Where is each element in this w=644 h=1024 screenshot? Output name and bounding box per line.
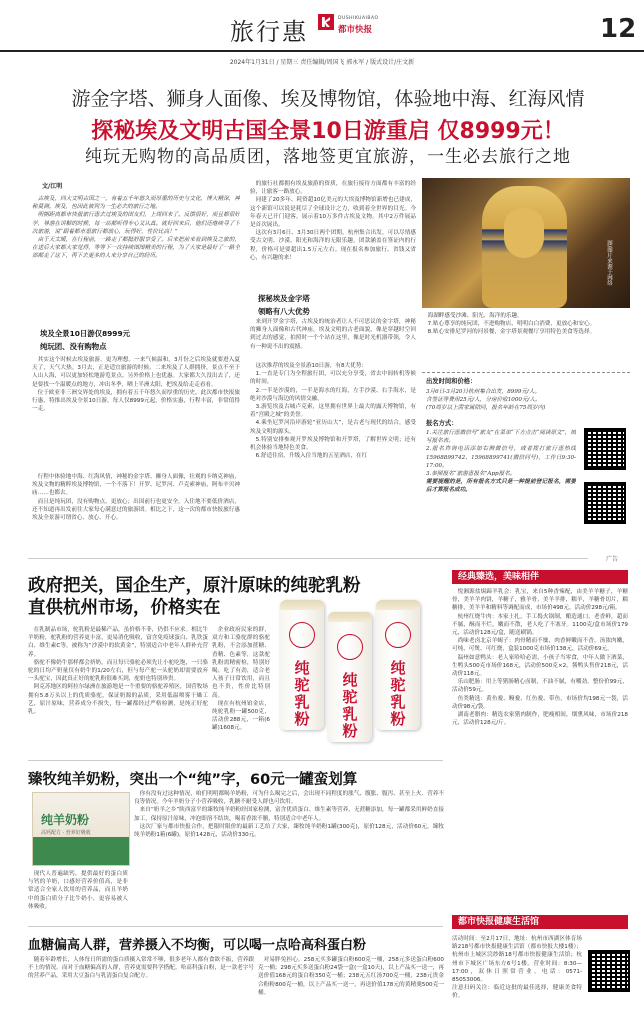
signup-line: 3.参照报名“旅游惠报名”App报名。 [426,471,516,478]
paragraph: 这次厂家与都市快报合作，把限时限价的最新工艺给了大家，臻牧纯羊奶粉1罐(300克)，原价128元，活动价60元。臻牧纯羊奶粉1箱(6罐)，原价1428元，活动价330元。 [134,823,444,839]
paragraph: 现代人普遍缺钙，提供最好的蛋白质与钙的羊奶，口感好营养价值高，是非常适合全家人饮用的营养品，而且羊奶中的蛋白质分子比牛奶小，更容易被人体吸收。 [28,871,128,910]
paragraph: 8.贴心安排尼罗河的河景餐，金字塔景观餐厅享用特色美食等选择。 [427,329,596,336]
paragraph: 6.舒适住宿，升级入住当地的五星酒店，在红 [255,453,368,460]
paragraph: 1.一直是专门为全程旅行团，可以充分享受，省去中间转机等候的时间。 [250,371,416,386]
paragraph: 来到开罗金字塔，古埃及的统治者让人不可思议的金字塔，神秘的狮身人面像和古代神庙，埃及文明的古老面貌，像是穿越时空回到过去的感觉，拍照时一个个站在这里，像是时光机器带领，令人有一种说不出的震撼。 [250,319,416,350]
dushikuaibao-logo [318,14,334,30]
box-subtitle: 高钙配方 · 营养好吸收 [41,830,91,836]
camel-milk-can [328,612,372,742]
sheep-body-left [28,870,128,922]
col1-subheads [40,328,240,352]
feature-subhead: 纯玩无购物的高品质团，落地签更宜旅游，一生必去旅行之地 [85,147,571,167]
info-line: (70周岁以上需家属陪同，报名年龄在75周岁内) [426,405,546,412]
health-notice [452,935,582,1015]
paragraph: 海湖畔感受沙滩、阳光、海洋的乐趣。 [427,313,523,319]
info-line: 含签证等费用25元/人，分房价收1000元/人。 [426,397,541,404]
sheep-headline: 臻牧纯羊奶粉，突出一个“纯”字，60元一罐蛮划算 [28,772,358,788]
box-title: 纯羊奶粉 [41,813,90,827]
camel-milk-can [376,600,420,730]
col3-text [422,312,630,360]
can-label: 纯驼乳粉 [292,660,311,728]
sheep-milk-box [32,792,130,866]
paragraph: 温州如意鸭头：老人家哈哈必需，小孩子当零食，中年人做下酒菜，生鸭头500克市场价168元，活动价500克×2。酱鸭头售价218元，活动价118元。 [452,654,628,678]
signup-line: 1.关注旅行惠微信号“旅友”在菜单“下方点击“阅读原文”，填写报名表。 [426,430,576,445]
paragraph: 位于欧亚非三洲交界处的埃及，拥有着五千年悠久而厚重的历史，此次都市快报旅行惠，特推出埃及全景10日游，每人仅8999元起，价格实惠，行程丰富，非常值得一走。 [32,389,240,413]
can-brand-icon [385,622,411,648]
paragraph: 骆驼不像奶牛那样都会挤奶，而且每只骆驼必须先让小驼吃饱，一只骆驼的日均产奶量仅有奶牛的1/20左右，但与每产驼一头驼奶却需要放弃一头驼宝，因此真正好的驼乳粉很难买到，驼奶也特别珍贵。 [28,659,208,683]
qr-code-icon[interactable] [588,950,630,992]
lead-paragraphs [32,195,240,317]
paragraph: 的旅行社都拥有埃及旅游的资质，在旅行接待方面都有丰富的经验，让旅客一路放心。 [250,181,416,196]
camel-headline-2: 直供杭州市场，价格实在 [28,598,221,618]
signup-title: 报名方式： [426,420,458,427]
logo-english: DUSHIKUAIBAO [338,16,379,21]
col2-text-a [250,180,416,276]
paragraph: 阿克苏地区的阿拉尔绿洲在旅游地是一个重要的骆驼养殖区，国营牧场拥有5.8万头以上的优质骆驼，保证奶源的品质，采用低温喷雾干燥工艺，原汁原味，营养成分不损失，每一罐都经过严格检测，是纯正好驼乳。 [28,684,208,716]
feature-headline: 探秘埃及文明古国全景10日游重启 仅8999元！ [91,119,565,144]
camel-headline-1: 政府把关，国企生产，原汁原味的纯驼乳粉 [28,576,361,596]
photo-caption: 图/图片来源于网络 [606,240,612,286]
col2-subhead-1: 探秘埃及金字塔 [258,294,310,303]
camel-body-left [28,626,208,756]
paragraph: 3.游览埃及古城卢克索，这里拥有世界上最大的露天博物馆，有着“宫殿之城”的美誉。 [250,404,416,419]
protein-headline: 血糖偏高人群，营养摄入不均衡，可以喝一点哈高科蛋白粉 [28,938,367,953]
paragraph: 7.贴心尊享的纯玩团，不进购物店，明明白白消费，更放心和安心。 [427,321,596,328]
classic-sidebar-body [452,588,628,910]
box-band [33,837,129,865]
ad-label: 广告 [606,556,619,563]
tutankhamun-mask-photo [422,178,630,308]
classic-sidebar-title: 经典臻选，美味相伴 [452,570,628,584]
ad-divider [28,760,443,761]
ad-divider [28,558,588,559]
paragraph: 随着年龄增长，人体每日所需的蛋白质摄入常常不够，很多老年人都有食欲不振，营养跟不上的情况。而对于血糖偏高的人群，营养更需要科学搭配。哈高科蛋白粉，是一款老字号的营养产品，采用大豆蛋白与乳清蛋白复合配方。 [28,957,254,980]
protein-body-left [28,956,254,1018]
header-rule [0,50,644,52]
info-title: 出发时间和价格： [426,378,477,385]
can-cap [328,612,372,622]
paragraph: 乐山肥肠：用上等猪肠精心卤制，不油不腻，有嚼劲，整份价99元，活动价59元。 [452,679,628,694]
paragraph: 湖南老腊肉：精选农家猪肉制作，肥瘦相间，烟熏风味，市场价218元，活动价128元/斤。 [452,712,628,727]
lead-paragraph: 由于天太暖，在行程前，一路走了都挺舒服享受了。后来把前来看到埃及之旅的，在送后大家都大家觉得，等等下一次持续图图精美的行程，为了大家是最好了一路全部都走了这下，再下去更多的人来分享自己的经历。 [32,237,240,260]
health-sidebar-title: 都市快报健康生活馆 [452,915,628,929]
paragraph: 同建了20多年、耗资超10亿美元的大埃及博物馆新增也已建成，这个新馆可以说是耗尽了全球设计之力，收到着全世界的目光。今年春天已开门迎客，展示着10万多件古埃及文物。其中2万件展品是首次展出。 [250,197,416,229]
byline: 文/江明 [42,183,63,190]
notice-line: 注意扫码关注：临近这批的最佳选择，健康美食特价。 [452,985,582,1000]
can-label: 纯驼乳粉 [340,672,359,740]
camel-body-right [212,626,270,758]
camel-milk-can [280,600,324,730]
qr-code-icon[interactable] [584,428,626,470]
info-divider [422,372,630,373]
can-brand-icon [289,622,315,648]
feature-kicker: 游金字塔、狮身人面像、埃及博物馆，体验地中海、红海风情 [71,88,585,110]
paragraph: 悦湘源盐焗蹄羊乳会：乳宝，来自5种香辣配，由美羊羊糖子，羊糖骨，美羊羊肉饼，羊糖子，雅羊骨，美羊羊排，糯羊，羊糖骨切片，糯糖排，美羊羊和精料等调配而成，市场价498元，活动价298元/箱。 [452,589,628,612]
paragraph: 对易胖免担心。258元买多罐蛋白粉600克一桶，258元多送蛋白粉600克一桶；298元买多送蛋白粉24袋一盒(一盒10天)，以上产品买一送一，再送价值168元的蛋白粉350克一桶；238元五红汤700克一桶，238元贵金合粉粉800克一桶，以上产品买一送一，再送价值178元的黄精羹500克一桶。 [258,957,444,996]
protein-body-right [258,956,444,1018]
col2-text-b [250,318,416,360]
col2-subheads [258,293,418,317]
paragraph: 其实这个时候去埃及旅游，更为理想。一来气候温和，3月份之后埃及就要进入夏天了，天气大热。3月去，正是适宜旅游的时候。二来埃及了人群拥挤，景点不至于人山人海，可以更加轻松地游览景点。另外价格上也优惠。大家都大久没出去了，还是要找一个温暖点的地方，冲出冬季，晒上半洲太阳，把埃及给走走看看。 [32,357,240,388]
paragraph: 5.特别安排参观开罗埃及博物馆和开罗塔，了解世界文明；还有机会体验当地特色美食。 [250,436,416,452]
ad-divider [28,926,443,927]
paragraph: 你有没有过这种情况，咱们明明都喝羊奶粉，可为什么喝完之后，会出现不同程度的胀气、腹胀、腹泻、甚至上火、营养不良等情况。今年羊奶分子小营养吸收，乳糖不耐受人群也可饮用。 [134,791,444,806]
col1-text-a [32,356,240,470]
paragraph: 行程中体验地中海、红海风情，神秘的金字塔、狮身人面像，壮观的卡纳克神庙，埃及文物的精粹埃及博物馆，一个不落下！开罗、尼罗河、卢克索神庙，阿布辛贝神庙……也都去。 [32,474,240,497]
can-brand-icon [337,634,363,660]
paragraph: 杭州红烧牛肉：本家土扎，手工捣火锅制，酿造通口，老香鲜，超而不腻，酥而不烂，嫩而不散，老人吃了不塞牙。1100克/盒市场价179元，活动价128元/盒，随送刷锅。 [452,613,628,637]
paragraph: 这次有3月6日、3月30日两个团期，杭州集合出发，可以尽情感受古文明、沙漠、阳光和海洋的无限乐趣。团款涵盖在签证内的行程，价格可是要超出1.5万元左右。现在报名参加旅行，省钱又省心，有兴趣的来！ [250,230,416,261]
paragraph: 企业政府民家的群，双方和工骆驼群的骆驼乳粉，不会添加蔗糖、香精、色素等，这款驼乳粉需精密检，特别好喝，吃了有劲，适合老人孩子日常饮用，而且也不贵，性价比特别高。 [212,627,270,699]
signup-line: 需要提醒的是，所有报名方式只是一种提前登记报名，需要后才算报名成功。 [426,479,576,494]
col1-subhead-1: 埃及全景10日游仅8999元 [40,329,130,338]
can-cap [376,600,420,610]
signup-lines [426,429,576,547]
paragraph: 2.一半是沙漠的，一半是海水的红海，左手沙漠、右手海水，是绝对沙漠与海边的风情交融。 [250,387,416,402]
info-line: 3月6日-3月20日杭州集合出发，8999元/人。 [426,389,541,395]
lead-paragraph: 古埃及，四大文明古国之一，有着五千年悠久而厚重的历史与文化，博大精深，神秘莫测。埃及，也因此被列为一生必去的旅行之地。 [32,196,240,211]
paragraph: 来自“奶羊之乡”陕西富平的臻牧纯羊奶粉经国家检测，富含优质蛋白、维生素等营养，无蔗糖添加，每一罐都采用鲜奶直接加工，保持原汁原味，冲泡即溶不结块，喝着香浓不膻，特别适合中老年人。 [134,807,444,822]
paragraph: 现在有杭州铂金店，纯驼乳粉一罐500克，活动价288元，一箱(6罐)1608元。 [212,700,270,732]
paragraph: 而且是纯玩团，没有购物点，更放心；出国前行也更安全，入住地不要低价酒店，还不知道再出发前往大家每心满意过的旅游团。相比之下，这一次的都市快报旅行惠埃及全景游可谓省心、放心、开心。 [32,498,240,522]
can-cap [280,600,324,610]
page-number: 12 [600,14,637,44]
mask-face-shape [504,208,544,258]
paragraph: 在乳制品市场，驼乳粉是最稀产品，虽价格不菲，仍供不应求。相比牛羊奶粉，驼乳粉的营养更丰富，更易消化吸收，富含免疫球蛋白、乳铁蛋白、维生素C等，被称为“沙漠中的软黄金”，特别适合中老年人群补充营养。 [28,627,208,658]
notice-line: 活动时间：至2月17日，地址：杭州市西湖区体育场路218号都市快报健康生活馆（都市快报大楼1楼）；杭州市上城区浣纱路18号都市快报健康生活馆；杭州市下城区广场东方6号1楼。营业时间：8:30—17:00，双休日照常营业。电话：0571-85053006。 [452,936,582,984]
can-label: 纯驼乳粉 [388,660,407,728]
paragraph: 这次推荐的埃及全景游10日游，有8大优势： [255,363,367,369]
col1-subhead-2: 纯玩团、没有购物点 [40,342,107,351]
paragraph: 尚味老卤北京羊蝎子：肉骨精而不糜，肉香鲜嫩而不香，汤浓肉嫩，可炖、可煲、可红烧，盒装1000克市场价138元，活动价69元。 [452,638,628,653]
paragraph: 4.乘坐尼罗河沿岸游轮“亚历山大”，是古老与现代的结合，感受埃及文明的源头。 [250,420,416,435]
col2-subhead-2: 领略有八大优势 [258,307,310,316]
header-meta: 2024年1月31日 / 星期三 责任编辑/周国飞 郭永军 / 版式设计/庄文新 [229,59,415,66]
sheep-body-right [134,790,444,922]
info-lines [426,388,626,414]
qr-code-icon[interactable] [584,482,626,524]
section-title: 旅行惠 [230,18,308,46]
col1-text-b [32,473,240,545]
col2-text-c [250,362,416,544]
logo-chinese: 都市快报 [338,25,373,35]
paragraph: 鱼类精选：黄鱼鲞、鳗鲞、红鱼鲞、带鱼，市场价均198元一袋，活动价98元/袋。 [452,695,628,710]
signup-line: 2.报名咨询电话添加右侧微信号，或者拨打旅行惠热线15968899742、15968899741(微信同号)，工作日9:30-17:00。 [426,446,576,469]
lead-paragraph: 明朝距离都市快报旅行惠去过埃及的团友们，上周回来了。反馈很好，而且都很好学，导游在讲解的时候，每一站都听得专心又认真。就好回来后，他们还继续寻了下次旅游，说“跟着都市惠旅行都放心，玩得好，性价比高！” [32,212,240,235]
